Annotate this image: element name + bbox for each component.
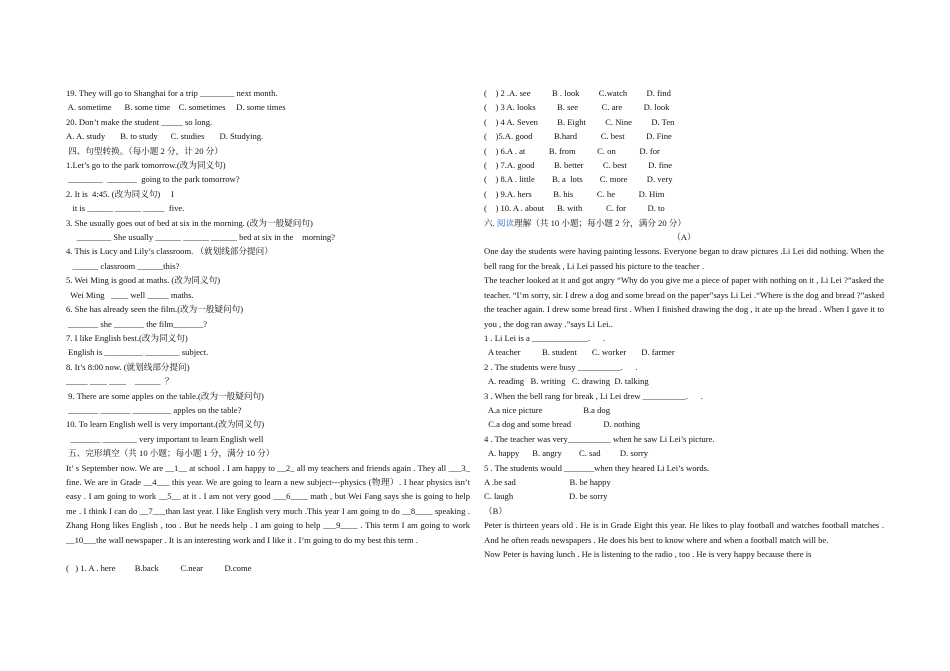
transform-q3-blank: ________ She usually ______ ______ ______ bed at six in the morning? [66, 232, 336, 243]
transform-q6-blank: _______ she _______ the film_______? [66, 318, 208, 329]
passage-b-paragraph-1: Peter is thirteen years old . He is in Grade Eight this year. He likes to play football and watches football matches . And he often reads newspapers . He does his best to know where and when a football match will be. [484, 520, 884, 545]
passage-b-paragraph-2: Now Peter is having lunch . He is listening to the radio , too . He is very happy because there is [484, 549, 812, 559]
passage-a-paragraph-1: One day the students were having painting lessons. Everyone began to draw pictures .Li Lei did nothing. When the bell rang for the break , Li Lei passed his picture to the teacher . [484, 246, 884, 271]
transform-q9-blank: _______ _______ _________ apples on the table? [66, 404, 242, 415]
transform-q9: 9. There are some apples on the table.(改为一般疑问句) [66, 390, 264, 401]
reading-q1: 1 . Li Lei is a _____________. . [484, 332, 606, 343]
transform-q4: 4. This is Lucy and Lily’s classroom. （就划线部分提问） [66, 246, 273, 257]
left-column [66, 86, 470, 576]
reading-q5-options-ab: A .be sad B. be happy [484, 476, 611, 487]
q20-options: A. A. study B. to study C. studies D. Studying. [66, 131, 264, 142]
reading-q4: 4 . The teacher was very__________ when he saw Li Lei’s picture. [484, 433, 715, 444]
cloze-q3: ( ) 3 A. looks B. see C. are D. look [484, 102, 670, 113]
reading-q2: 2 . The students were busy __________. . [484, 361, 638, 372]
passage-b-label: （B） [484, 505, 507, 516]
cloze-q9: ( ) 9.A. hers B. his C. he D. Him [484, 188, 665, 199]
cloze-q10: ( ) 10. A . about B. with C. for D. to [484, 203, 665, 214]
reading-q4-options: A. happy B. angry C. sad D. sorry [484, 448, 648, 459]
cloze-q8: ( ) 8.A . little B. a lots C. more D. very [484, 174, 673, 185]
section-five-heading: 五、完形填空（共 10 小题；每小题 1 分，满分 10 分） [66, 448, 275, 459]
transform-q4-blank: ______ classroom ______this? [66, 260, 180, 271]
transform-q10: 10. To learn English well is very important.(改为同义句) [66, 419, 265, 430]
reading-q5: 5 . The students would _______when they heared Li Lei’s words. [484, 462, 710, 473]
section-six-prefix: 六. [484, 217, 497, 228]
passage-a-label: （A） [672, 232, 696, 243]
transform-q3: 3. She usually goes out of bed at six in the morning. (改为一般疑问句) [66, 217, 313, 228]
transform-q8: 8. It’s 8:00 now. (就划线部分提问) [66, 361, 190, 372]
reading-q2-options: A. reading B. writing C. drawing D. talking [484, 376, 649, 387]
transform-q6: 6. She has already seen the film.(改为一般疑问句) [66, 304, 244, 315]
transform-q1-blank: ________ _______ going to the park tomorrow? [66, 174, 240, 185]
transform-q10-blank: _______ ________ very important to learn English well [66, 433, 264, 444]
spacer [66, 547, 470, 561]
reading-q3-options-ab: A.a nice picture B.a dog [484, 404, 611, 415]
cloze-q1: ( ) 1. A . here B.back C.near D.come [66, 563, 252, 574]
transform-q2-blank: it is ______ ______ _____ five. [66, 203, 185, 214]
transform-q8-blank: _____ ____ ____ ______ ？ [66, 376, 174, 387]
cloze-passage: It’ s September now. We are __1__ at school . I am happy to __2_ all my teachers and friends again . They all ___3_ fine. We are in Grade __4___ this year. We are going to learn a new subject---physics (物理）. I hear physics isn’t easy . I am going to work __5__ at it . I am not very good ___6____ math , but Wei Fang says she is going to help me . I think I can do __7___than last year. I like English very much .This year I am going to do __8____ speaking . Zhang Hong likes English , too . But he needs help . I am going to help ___9____ . This term I am going to work __10___the wall newspaper . It is an interesting work and I like it . I’m going to do my best this term . [66, 462, 470, 545]
cloze-q2: ( ) 2 .A. see B . look C.watch D. find [484, 88, 671, 98]
passage-a-paragraph-2: The teacher looked at it and got angry “Why do you give me a piece of paper with nothing on it , Li Lei ?”asked the teacher. “I’m sorry, sir. I drew a dog and some bread on the paper”says Li Lei .“Where is the dog and bread ?”asked the teacher again. I drew some bread first . When I finished drawing the dog , it ate up the bread . When I gave it to you , the dog ran away .”says Li Lei.. [484, 275, 884, 329]
transform-q1: 1.Let’s go to the park tomorrow.(改为同义句) [66, 160, 226, 171]
reading-link[interactable]: 阅读 [496, 217, 515, 228]
reading-q5-options-cd: C. laugh D. be sorry [484, 491, 608, 502]
transform-q5: 5. Wei Ming is good at maths. (改为同义句) [66, 275, 221, 286]
cloze-q7: ( ) 7.A. good B. better C. best D. fine [484, 160, 673, 171]
transform-q2: 2. It is 4:45. (改为同义句) I [66, 188, 174, 199]
cloze-q6: ( ) 6.A . at B. from C. on D. for [484, 145, 660, 156]
right-column [484, 86, 884, 561]
reading-q3: 3 . When the bell rang for break , Li Lei drew __________. . [484, 390, 703, 401]
cloze-q4: ( ) 4 A. Seven B. Eight C. Nine D. Ten [484, 116, 675, 127]
q19-stem: 19. They will go to Shanghai for a trip ________ next month. [66, 88, 278, 98]
q19-options: A. sometime B. some time C. sometimes D. some times [66, 102, 286, 113]
transform-q7: 7. I like English best.(改为同义句) [66, 332, 188, 343]
reading-q1-options: A teacher B. student C. worker D. farmer [484, 347, 675, 358]
cloze-q5: ( )5.A. good B.hard C. best D. Fine [484, 131, 672, 142]
section-six-rest: 理解（共 10 小题；每小题 2 分，满分 20 分） [514, 217, 686, 228]
section-six-heading [484, 216, 884, 230]
section-four-heading: 四、句型转换。（每小题 2 分，计 20 分） [66, 145, 223, 156]
reading-q3-options-cd: C.a dog and some bread D. nothing [484, 419, 641, 430]
transform-q5-blank: Wei Ming ____ well _____ maths. [66, 289, 194, 300]
q20-stem: 20. Don’t make the student _____ so long. [66, 116, 213, 127]
transform-q7-blank: English is _________ ________ subject. [66, 347, 209, 358]
